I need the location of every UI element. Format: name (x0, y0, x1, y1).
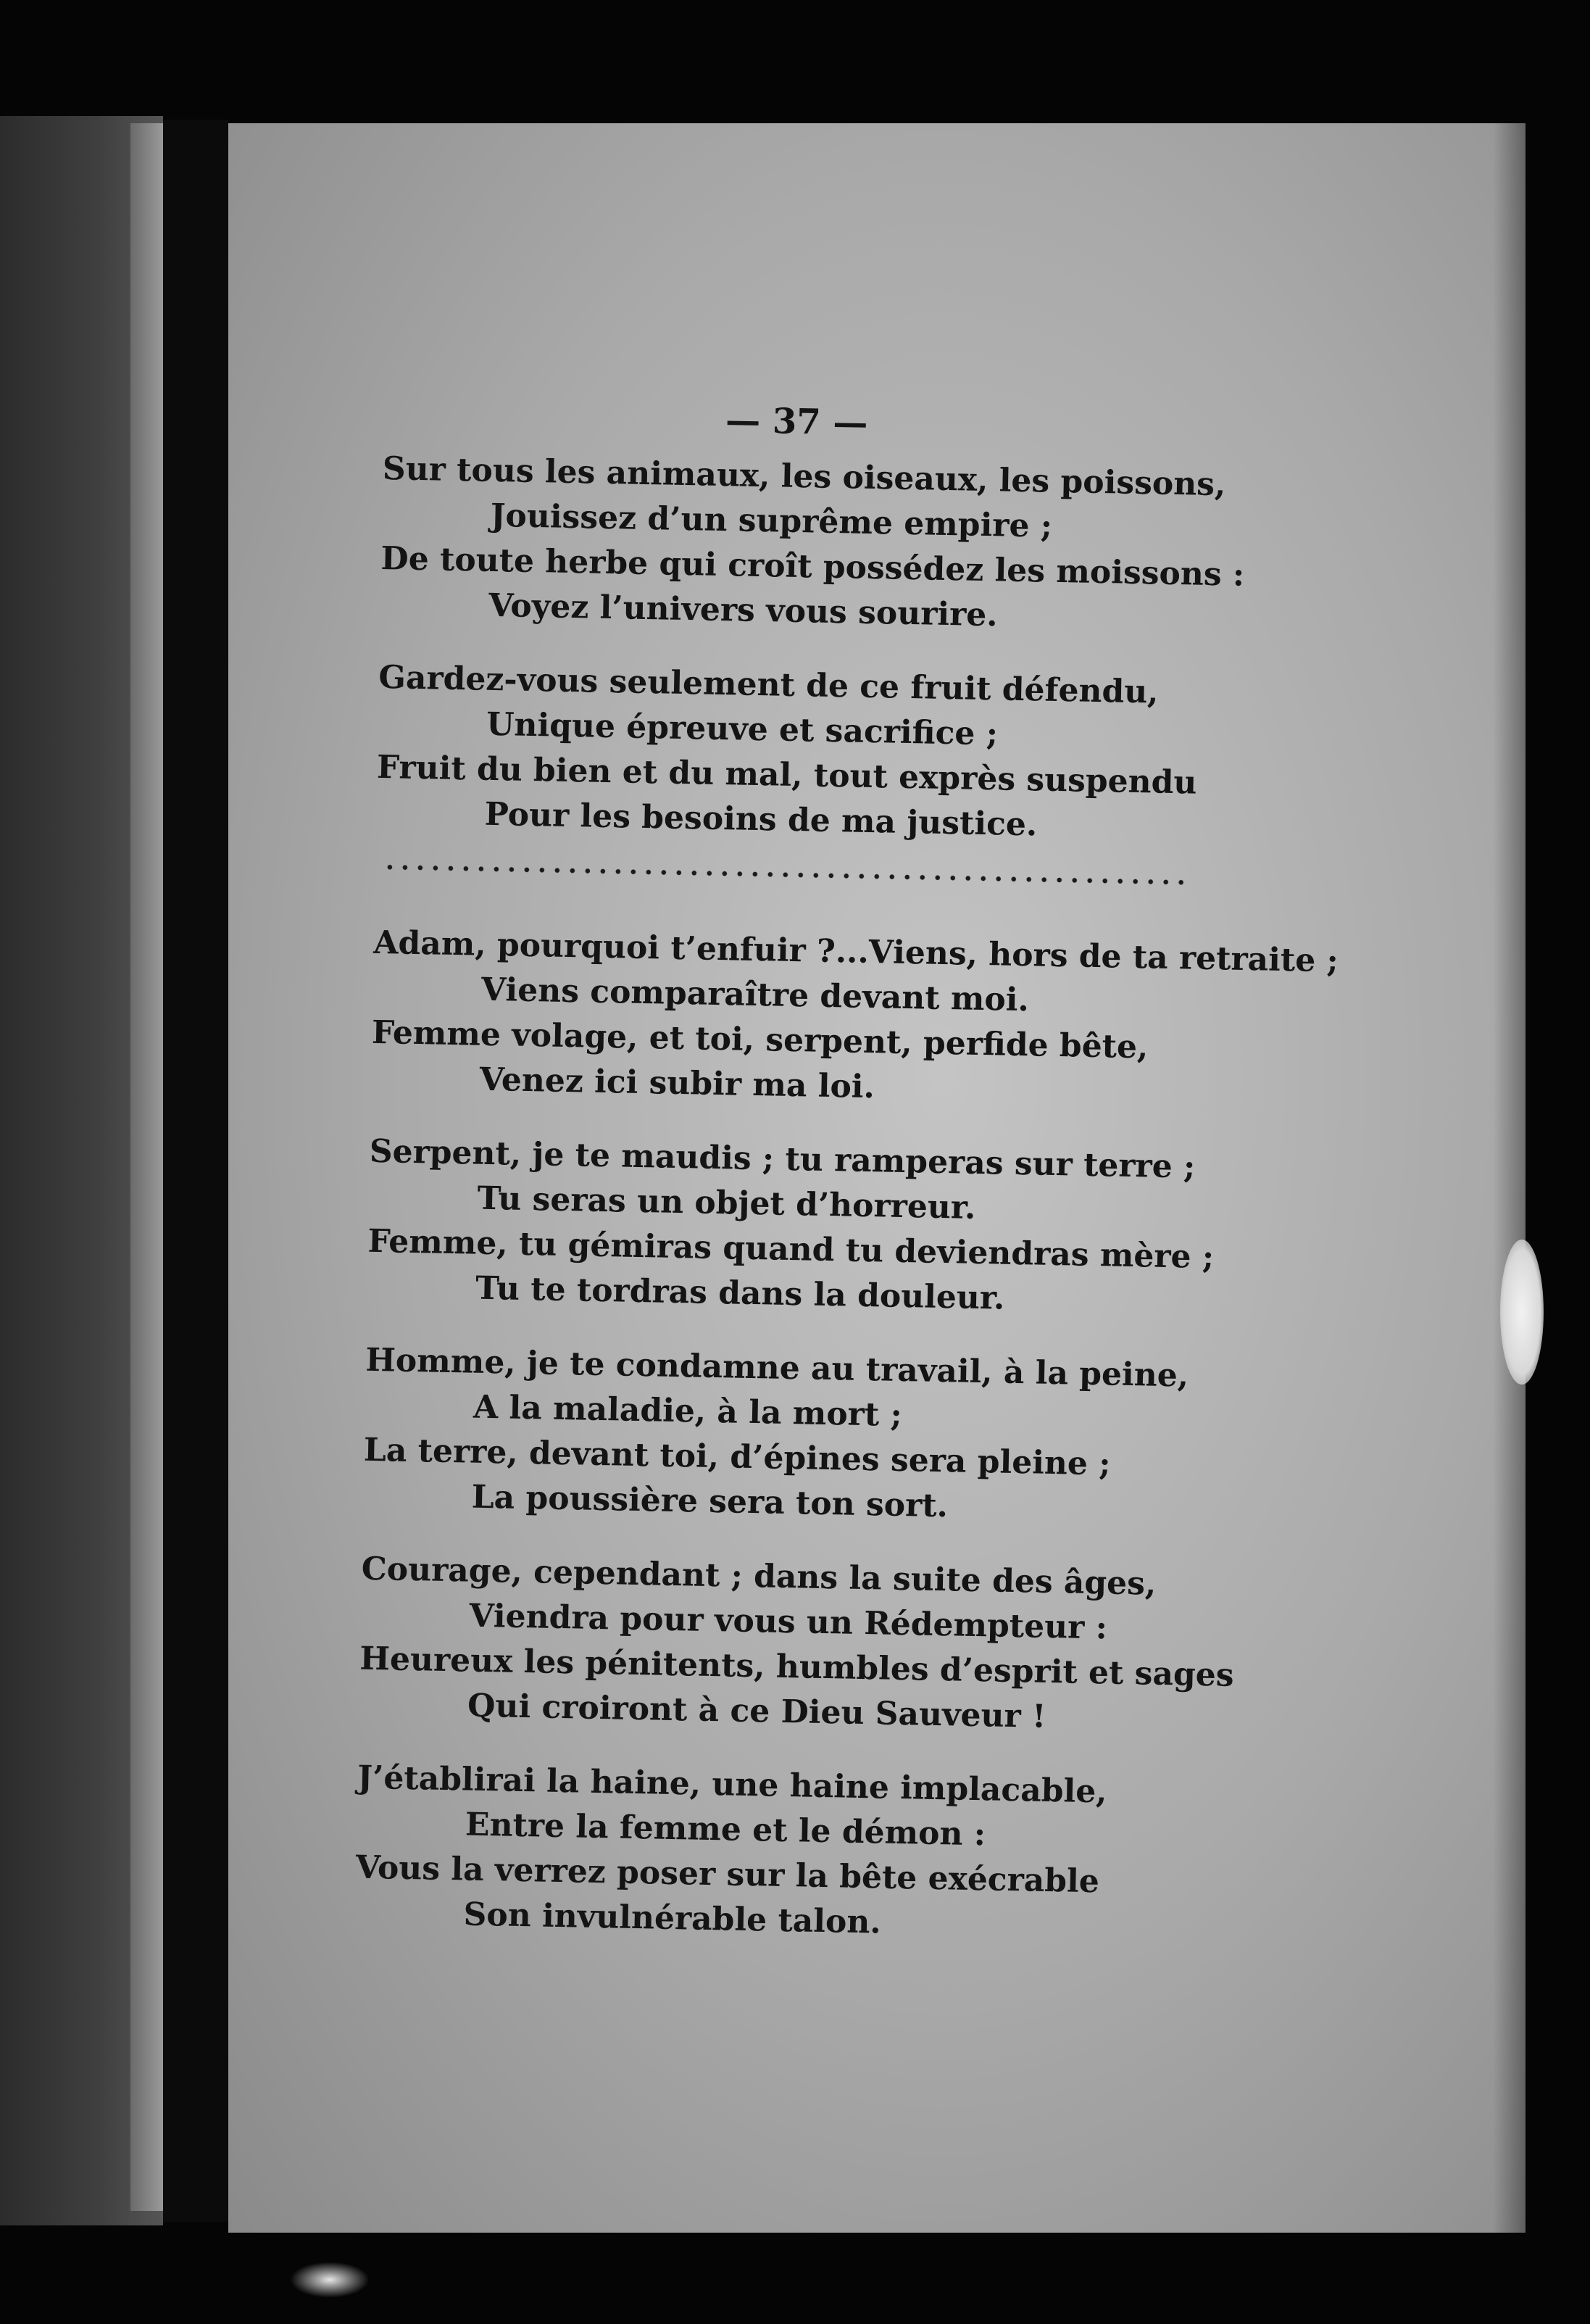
verse-line: Heureux les pénitents, humbles d’esprit et sages (359, 1640, 1234, 1694)
verse-line: Courage, cependant ; dans la suite des âges, (361, 1550, 1157, 1603)
page-number: — 37 — (725, 400, 868, 444)
poem-text (354, 391, 1339, 1982)
verse-line: Pour les besoins de ma justice. (484, 795, 1038, 844)
stanza (354, 1756, 1286, 1954)
verse-line: Femme, tu gémiras quand tu deviendras mère ; (367, 1222, 1215, 1277)
verse-line: La poussière sera ton sort. (471, 1478, 949, 1525)
verse-line: J’établirai la haine, une haine implacable, (357, 1759, 1108, 1811)
stanza (370, 921, 1339, 1119)
paper-damage-mark (1500, 1240, 1544, 1385)
verse-line: Tu seras un objet d’horreur. (477, 1179, 976, 1227)
verse-line: Adam, pourquoi t’enfuir ?...Viens, hors de ta retraite ; (372, 924, 1339, 980)
stanzas-after-separator (354, 921, 1339, 1953)
verse-line: Fruit du bien et du mal, tout exprès suspendu (376, 748, 1197, 802)
verse-line: Unique épreuve et sacrifice ; (486, 705, 999, 753)
stanza (375, 655, 1307, 853)
verse-line: Femme volage, et toi, serpent, perfide bête, (371, 1013, 1149, 1066)
stanza (362, 1338, 1294, 1536)
verse-line: Son invulnérable talon. (463, 1896, 882, 1941)
verse-line: Voyez l’univers vous sourire. (488, 586, 999, 634)
verse-line: Viens comparaître devant moi. (480, 971, 1030, 1019)
verse-line: Sur tous les animaux, les oiseaux, les poissons, (382, 449, 1226, 504)
book-gutter (163, 120, 228, 2222)
stanza (380, 447, 1311, 644)
stanzas-before-separator (375, 447, 1310, 852)
verse-line: La terre, devant toi, d’épines sera pleine ; (363, 1431, 1111, 1483)
page-edge-shadow (1493, 123, 1526, 2233)
verse-line: Venez ici subir ma loi. (479, 1061, 875, 1106)
stanza (359, 1547, 1290, 1745)
stanza (367, 1129, 1298, 1327)
scan-glare (290, 2262, 370, 2298)
verse-line: Jouissez d’un suprême empire ; (490, 497, 1053, 545)
verse-line: Tu te tordras dans la douleur. (475, 1269, 1005, 1317)
verse-line: Serpent, je te maudis ; tu ramperas sur terre ; (369, 1132, 1196, 1186)
dotted-separator (382, 864, 1194, 885)
verse-line: Entre la femme et le démon : (465, 1806, 986, 1854)
verse-line: Gardez-vous seulement de ce fruit défendu, (378, 658, 1160, 711)
verse-line: A la maladie, à la mort ; (473, 1388, 903, 1434)
verse-line: Vous la verrez poser sur la bête exécrable (355, 1848, 1100, 1901)
gutter-highlight (130, 123, 163, 2211)
verse-line: Homme, je te condamne au travail, à la peine, (365, 1341, 1189, 1395)
verse-line: Qui croiront à ce Dieu Sauveur ! (467, 1687, 1046, 1735)
verse-line: De toute herbe qui croît possédez les moissons : (380, 539, 1245, 594)
verse-line: Viendra pour vous un Rédempteur : (469, 1597, 1108, 1647)
